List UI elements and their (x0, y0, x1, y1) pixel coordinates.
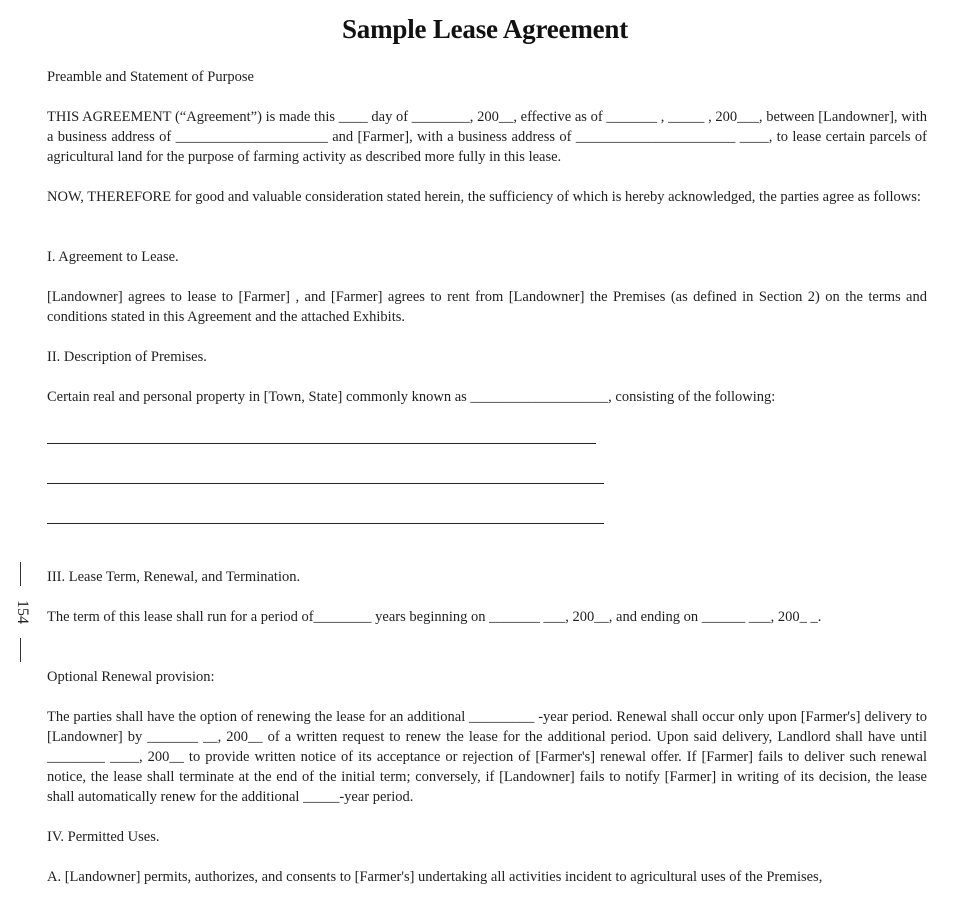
blank-line-3 (47, 523, 604, 524)
section-heading-permitted-uses: IV. Permitted Uses. (47, 829, 160, 845)
section-text-lease-term: The term of this lease shall run for a period of________ years beginning on _______ ___, 200__, and ending on ______ ___, 200_ _. (47, 609, 822, 625)
section-text-agreement-to-lease: [Landowner] agrees to lease to [Farmer] , and [Farmer] agrees to rent from [Landowner] the Premises (as defined in Section 2) on the terms and conditions stated in this Agreement and the attached Exhibits. (47, 289, 927, 325)
blank-line-2 (47, 483, 604, 484)
page-number-marker (8, 562, 34, 662)
optional-renewal-heading: Optional Renewal provision: (47, 669, 215, 685)
document-title: Sample Lease Agreement (341, 14, 629, 44)
page-marker-top-rule (20, 562, 21, 586)
preamble-paragraph: THIS AGREEMENT (“Agreement”) is made this ____ day of ________, 200__, effective as of _______ , _____ , 200___, between [Landowner], with a business address of _____________________ and [Farmer], with a business address of ______________________ ____, to lease certain parcels of agricultural land for the purpose of farming activity as described more fully in this lease. (47, 109, 927, 165)
section-heading-lease-term: III. Lease Term, Renewal, and Termination. (47, 569, 301, 585)
page-number: 154 (14, 600, 31, 624)
blank-line-1 (47, 443, 596, 444)
now-therefore-paragraph: NOW, THEREFORE for good and valuable consideration stated herein, the sufficiency of which is hereby acknowledged, the parties agree as follows: (47, 189, 921, 205)
section-text-permitted-uses: A. [Landowner] permits, authorizes, and consents to [Farmer's] undertaking all activities incident to agricultural uses of the Premises, (47, 869, 823, 885)
page-marker-bottom-rule (20, 638, 21, 662)
section-heading-agreement-to-lease: I. Agreement to Lease. (47, 249, 179, 265)
section-heading-description-of-premises: II. Description of Premises. (47, 349, 207, 365)
preamble-heading: Preamble and Statement of Purpose (47, 69, 254, 85)
section-text-description-of-premises: Certain real and personal property in [Town, State] commonly known as ___________________, consisting of the following: (47, 389, 776, 405)
optional-renewal-paragraph: The parties shall have the option of renewing the lease for an additional _________ -year period. Renewal shall occur only upon [Farmer's] delivery to [Landowner] by _______ __, 200__ of a written request to renew the lease for the additional period. Upon said delivery, Landlord shall have until ________ ____, 200__ to provide written notice of its acceptance or rejection of [Farmer's] renewal offer. If [Farmer] fails to deliver such renewal notice, the lease shall terminate at the end of the initial term; conversely, if [Landowner] fails to notify [Farmer] in writing of its decision, the lease shall automatically renew for the additional _____-year period. (47, 709, 927, 805)
